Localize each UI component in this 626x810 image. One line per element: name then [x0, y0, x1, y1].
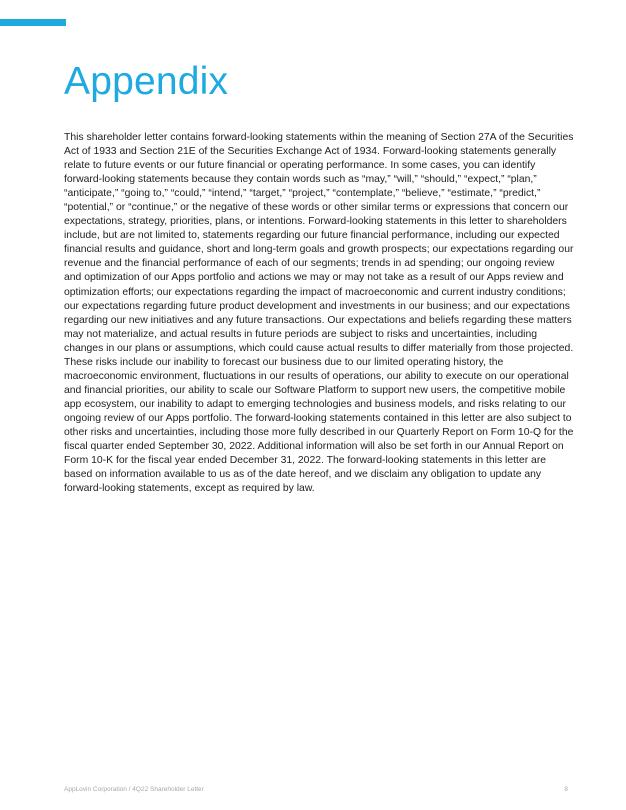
footer-document-label: AppLovin Corporation / 4Q22 Shareholder Letter	[64, 786, 204, 793]
page-footer	[64, 784, 568, 796]
forward-looking-statements-paragraph: This shareholder letter contains forward-looking statements within the meaning of Section 27A of the Securities Act of 1933 and Section 21E of the Securities Exchange Act of 1934. Forward-looking statements generally relate to future events or our future financial or operating performance. In some cases, you can identify forward-looking statements because they contain words such as “may,” “will,” “should,” “expect,” “plan,” “anticipate,” “going to,” “could,” “intend,” “target,” “project,” “contemplate,” “believe,” “estimate,” “predict,” “potential,” or “continue,” or the negative of these words or other similar terms or expressions that concern our expectations, strategy, priorities, plans, or intentions. Forward-looking statements in this letter to shareholders include, but are not limited to, statements regarding our future financial performance, including our expected financial results and guidance, short and long-term goals and growth prospects; our expectations regarding our revenue and the financial performance of each of our segments; trends in ad spending; our ongoing review and optimization of our Apps portfolio and actions we may or may not take as a result of our Apps review and optimization efforts; our expectations regarding the impact of macroeconomic and current industry conditions; our expectations regarding future product development and investments in our business; and our expectations regarding our new initiatives and any future transactions. Our expectations and beliefs regarding these matters may not materialize, and actual results in future periods are subject to risks and uncertainties, including changes in our plans or assumptions, which could cause actual results to differ materially from those projected. These risks include our inability to forecast our business due to our limited operating history, the macroeconomic environment, fluctuations in our results of operations, our ability to execute on our operational and financial priorities, our ability to scale our Software Platform to support new users, the competitive mobile app ecosystem, our inability to adapt to emerging technologies and business models, and risks relating to our ongoing review of our Apps portfolio. The forward-looking statements contained in this letter are also subject to other risks and uncertainties, including those more fully described in our Quarterly Report on Form 10-Q for the fiscal quarter ended September 30, 2022. Additional information will also be set forth in our Annual Report on Form 10-K for the fiscal year ended December 31, 2022. The forward-looking statements in this letter are based on information available to us as of the date hereof, and we disclaim any obligation to update any forward-looking statements, except as required by law.	[64, 132, 574, 495]
footer-page-number: 8	[564, 786, 568, 793]
page-title: Appendix	[64, 60, 229, 103]
accent-bar	[0, 19, 66, 26]
